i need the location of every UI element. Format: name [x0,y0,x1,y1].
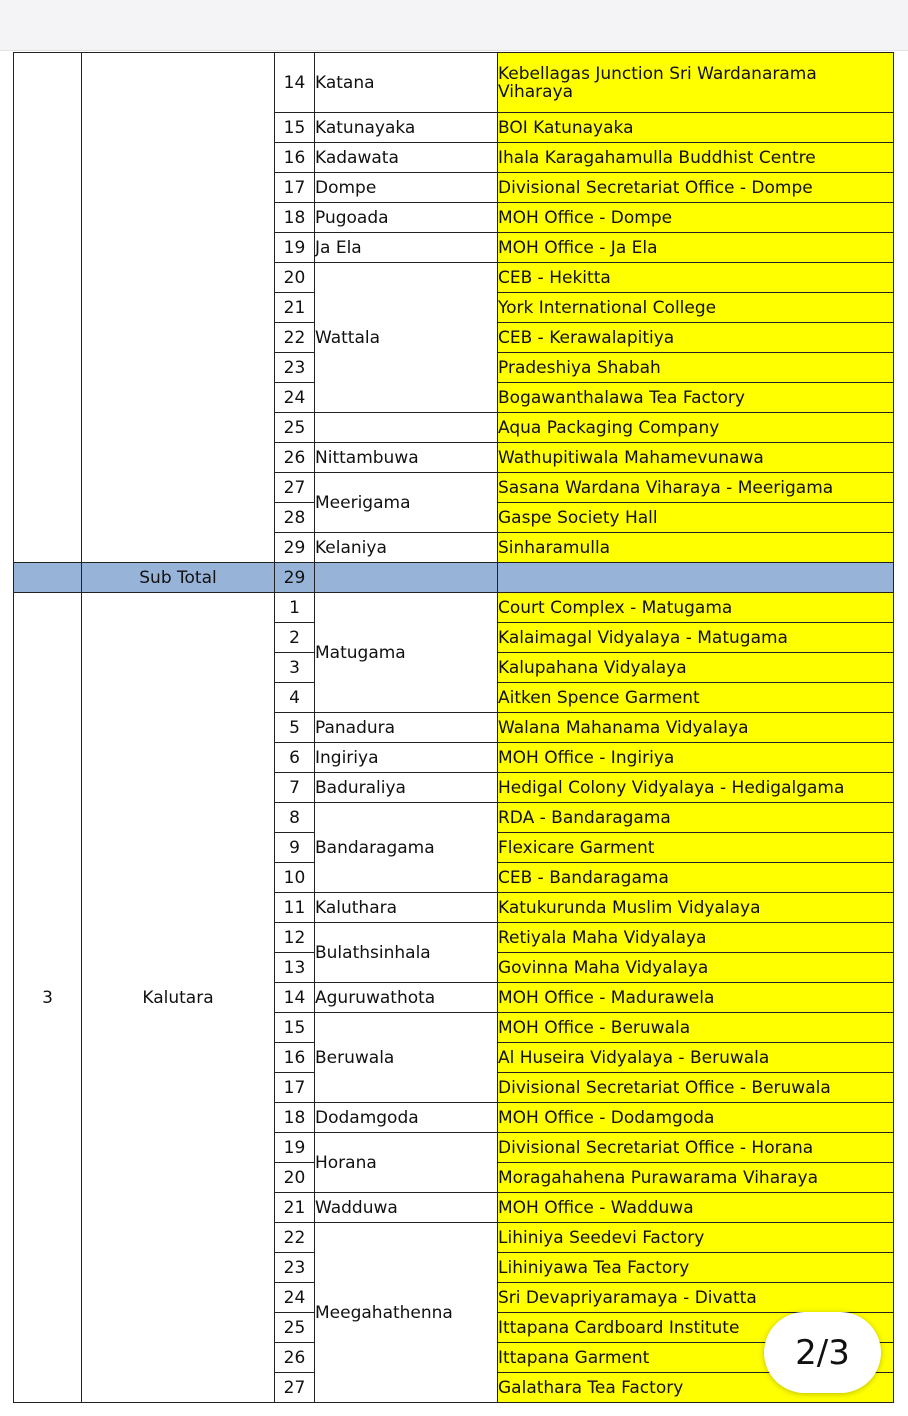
row-number: 14 [275,53,315,113]
row-number: 18 [275,203,315,233]
centre-cell: MOH Office - Dompe [498,203,894,233]
centre-cell: Pradeshiya Shabah [498,353,894,383]
city-cell: Matugama [315,593,498,713]
centre-cell: Galathara Tea Factory [498,1373,894,1403]
district-name: Kalutara [82,593,275,1403]
subtotal-blank [14,563,82,593]
city-cell: Pugoada [315,203,498,233]
centre-cell: Divisional Secretariat Office - Horana [498,1133,894,1163]
centre-cell: Sinharamulla [498,533,894,563]
centre-cell: MOH Office - Madurawela [498,983,894,1013]
row-number: 23 [275,353,315,383]
row-number: 15 [275,1013,315,1043]
centre-cell: Hedigal Colony Vidyalaya - Hedigalgama [498,773,894,803]
city-cell: Aguruwathota [315,983,498,1013]
row-number: 8 [275,803,315,833]
centre-cell: Kalaimagal Vidyalaya - Matugama [498,623,894,653]
centre-cell: Aqua Packaging Company [498,413,894,443]
centre-cell: BOI Katunayaka [498,113,894,143]
province-cell [14,53,82,563]
row-number: 15 [275,113,315,143]
city-cell [315,413,498,443]
city-cell: Katunayaka [315,113,498,143]
city-cell: Katana [315,53,498,113]
centre-cell: Retiyala Maha Vidyalaya [498,923,894,953]
row-number: 21 [275,293,315,323]
centre-cell: MOH Office - Dodamgoda [498,1103,894,1133]
row-number: 24 [275,383,315,413]
row-number: 12 [275,923,315,953]
centre-cell: Ittapana Garment [498,1343,894,1373]
row-number: 29 [275,533,315,563]
city-cell: Meegahathenna [315,1223,498,1403]
centre-cell: CEB - Bandaragama [498,863,894,893]
city-cell: Ja Ela [315,233,498,263]
centre-cell: RDA - Bandaragama [498,803,894,833]
centre-cell: Flexicare Garment [498,833,894,863]
row-number: 19 [275,1133,315,1163]
row-number: 26 [275,1343,315,1373]
centre-cell: Katukurunda Muslim Vidyalaya [498,893,894,923]
subtotal-row [14,563,894,593]
row-number: 4 [275,683,315,713]
centre-cell: Bogawanthalawa Tea Factory [498,383,894,413]
centre-cell: Lihiniya Seedevi Factory [498,1223,894,1253]
centre-cell: Lihiniyawa Tea Factory [498,1253,894,1283]
row-number: 21 [275,1193,315,1223]
centre-cell: MOH Office - Ingiriya [498,743,894,773]
row-number: 28 [275,503,315,533]
centre-cell: Al Huseira Vidyalaya - Beruwala [498,1043,894,1073]
row-number: 3 [275,653,315,683]
city-cell: Baduraliya [315,773,498,803]
row-number: 26 [275,443,315,473]
city-cell: Dompe [315,173,498,203]
row-number: 22 [275,323,315,353]
centre-cell: Sri Devapriyaramaya - Divatta [498,1283,894,1313]
city-cell: Meerigama [315,473,498,533]
centre-cell: Wathupitiwala Mahamevunawa [498,443,894,473]
page-indicator: 2/3 [764,1312,881,1393]
row-number: 17 [275,173,315,203]
centre-cell: Aitken Spence Garment [498,683,894,713]
row-number: 1 [275,593,315,623]
row-number: 14 [275,983,315,1013]
subtotal-value: 29 [275,563,315,593]
centre-cell: Ihala Karagahamulla Buddhist Centre [498,143,894,173]
centre-cell: Court Complex - Matugama [498,593,894,623]
row-number: 6 [275,743,315,773]
subtotal-blank [315,563,498,593]
centre-cell: Divisional Secretariat Office - Beruwala [498,1073,894,1103]
city-cell: Panadura [315,713,498,743]
centre-cell: MOH Office - Ja Ela [498,233,894,263]
city-cell: Wattala [315,263,498,413]
city-cell: Dodamgoda [315,1103,498,1133]
city-cell: Ingiriya [315,743,498,773]
city-cell: Horana [315,1133,498,1193]
row-number: 16 [275,143,315,173]
centre-cell: Walana Mahanama Vidyalaya [498,713,894,743]
city-cell: Bulathsinhala [315,923,498,983]
centre-cell: Moragahahena Purawarama Viharaya [498,1163,894,1193]
row-number: 27 [275,473,315,503]
centre-cell: Divisional Secretariat Office - Dompe [498,173,894,203]
row-number: 25 [275,413,315,443]
row-number: 7 [275,773,315,803]
row-number: 20 [275,263,315,293]
centre-cell: Gaspe Society Hall [498,503,894,533]
subtotal-blank [498,563,894,593]
city-cell: Nittambuwa [315,443,498,473]
row-number: 10 [275,863,315,893]
row-number: 2 [275,623,315,653]
centre-cell: York International College [498,293,894,323]
row-number: 23 [275,1253,315,1283]
centre-cell: MOH Office - Beruwala [498,1013,894,1043]
row-number: 16 [275,1043,315,1073]
vaccination-centre-table [13,52,894,1403]
centre-cell: CEB - Hekitta [498,263,894,293]
centre-cell: MOH Office - Wadduwa [498,1193,894,1223]
row-number: 22 [275,1223,315,1253]
row-number: 24 [275,1283,315,1313]
table-row [14,53,894,113]
row-number: 19 [275,233,315,263]
city-cell: Beruwala [315,1013,498,1103]
centre-cell: Sasana Wardana Viharaya - Meerigama [498,473,894,503]
top-bar [0,0,908,51]
centre-cell: Kalupahana Vidyalaya [498,653,894,683]
subtotal-label: Sub Total [82,563,275,593]
city-cell: Wadduwa [315,1193,498,1223]
city-cell: Bandaragama [315,803,498,893]
row-number: 20 [275,1163,315,1193]
row-number: 11 [275,893,315,923]
centre-cell: Kebellagas Junction Sri Wardanarama Viharaya [498,53,894,113]
city-cell: Kaluthara [315,893,498,923]
row-number: 25 [275,1313,315,1343]
centre-cell: CEB - Kerawalapitiya [498,323,894,353]
table-row [14,593,894,623]
row-number: 17 [275,1073,315,1103]
row-number: 9 [275,833,315,863]
row-number: 18 [275,1103,315,1133]
row-number: 13 [275,953,315,983]
row-number: 5 [275,713,315,743]
centre-cell: Govinna Maha Vidyalaya [498,953,894,983]
district-cell [82,53,275,563]
row-number: 27 [275,1373,315,1403]
city-cell: Kadawata [315,143,498,173]
city-cell: Kelaniya [315,533,498,563]
province-number: 3 [14,593,82,1403]
centre-cell: Ittapana Cardboard Institute [498,1313,894,1343]
